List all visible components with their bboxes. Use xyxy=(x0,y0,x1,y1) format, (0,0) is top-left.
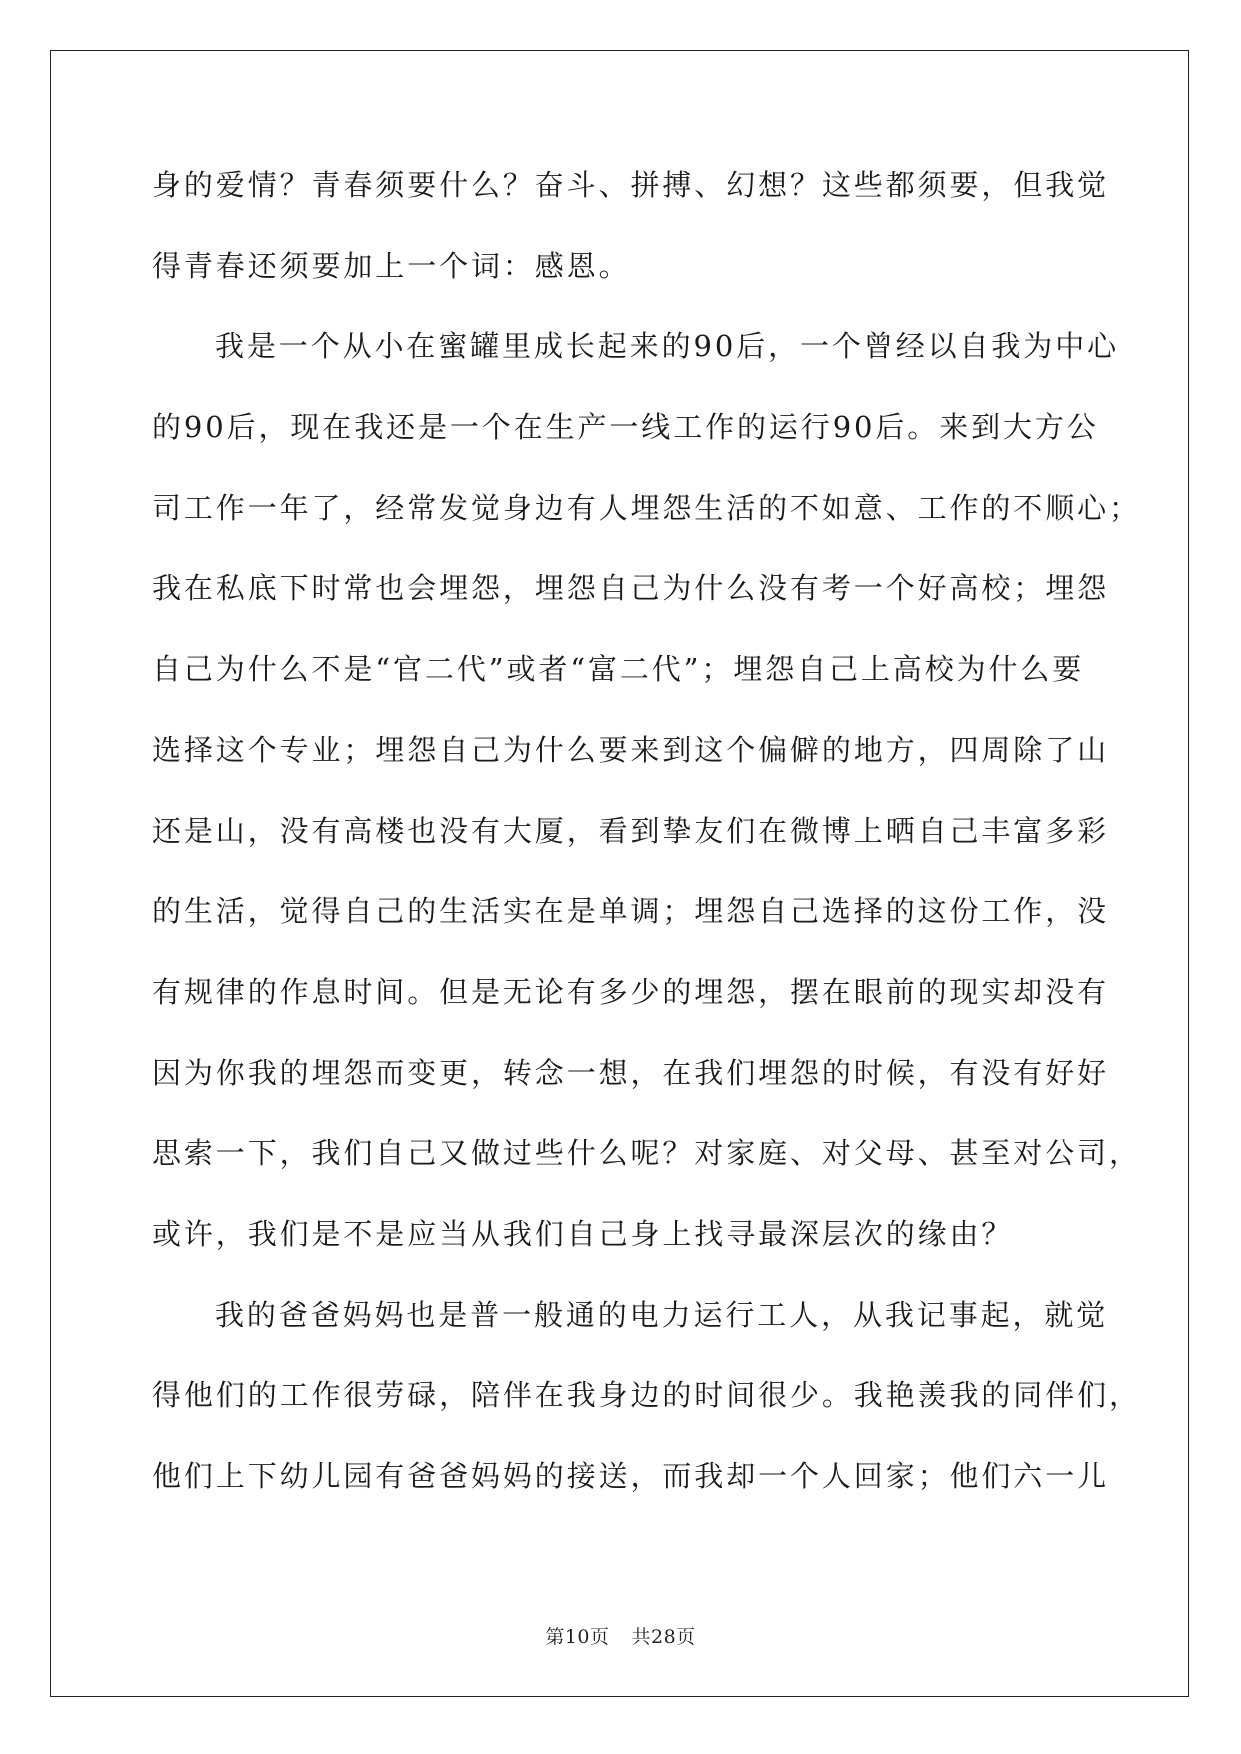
document-body xyxy=(152,160,1141,1532)
text-line: 我在私底下时常也会埋怨，埋怨自己为什么没有考一个好高校；埋怨 xyxy=(152,571,1110,606)
text-line: 他们上下幼儿园有爸爸妈妈的接送，而我却一个人回家；他们六一儿 xyxy=(152,1459,1110,1493)
text-line: 有规律的作息时间。但是无论有多少的埋怨，摆在眼前的现实却没有 xyxy=(152,974,1110,1009)
text-line: 司工作一年了，经常发觉身边有人埋怨生活的不如意、工作的不顺心； xyxy=(152,490,1141,525)
text-line: 或许，我们是不是应当从我们自己身上找寻最深层次的缘由？ xyxy=(152,1216,1014,1251)
text-line: 思索一下，我们自己又做过些什么呢？对家庭、对父母、甚至对公司， xyxy=(152,1136,1141,1171)
text-line: 身的爱情？青春须要什么？奋斗、拼搏、幻想？这些都须要，但我觉 xyxy=(152,168,1110,202)
text-line: 得青春还须要加上一个词：感恩。 xyxy=(152,248,631,283)
text-line: 因为你我的埋怨而变更，转念一想，在我们埋怨的时候，有没有好好 xyxy=(152,1055,1110,1090)
page-total: 共28页 xyxy=(631,1626,696,1648)
paragraph-first-line: 我是一个从小在蜜罐里成长起来的90后，一个曾经以自我为中心 xyxy=(215,329,1120,364)
page-number: 第10页 xyxy=(545,1626,610,1648)
text-line: 选择这个专业；埋怨自己为什么要来到这个偏僻的地方，四周除了山 xyxy=(152,732,1110,767)
text-line: 得他们的工作很劳碌，陪伴在我身边的时间很少。我艳羡我的同伴们， xyxy=(152,1378,1141,1413)
text-line: 的生活，觉得自己的生活实在是单调；埋怨自己选择的这份工作，没 xyxy=(152,894,1110,929)
page-footer xyxy=(0,1622,1241,1649)
text-line: 自己为什么不是“官二代”或者“富二代”；埋怨自己上高校为什么要 xyxy=(152,652,1085,687)
paragraph-first-line: 我的爸爸妈妈也是普一般通的电力运行工人，从我记事起，就觉 xyxy=(215,1297,1109,1332)
text-line: 的90后，现在我还是一个在生产一线工作的运行90后。来到大方公 xyxy=(152,410,1099,445)
text-line: 还是山，没有高楼也没有大厦，看到挚友们在微博上晒自己丰富多彩 xyxy=(152,813,1110,848)
